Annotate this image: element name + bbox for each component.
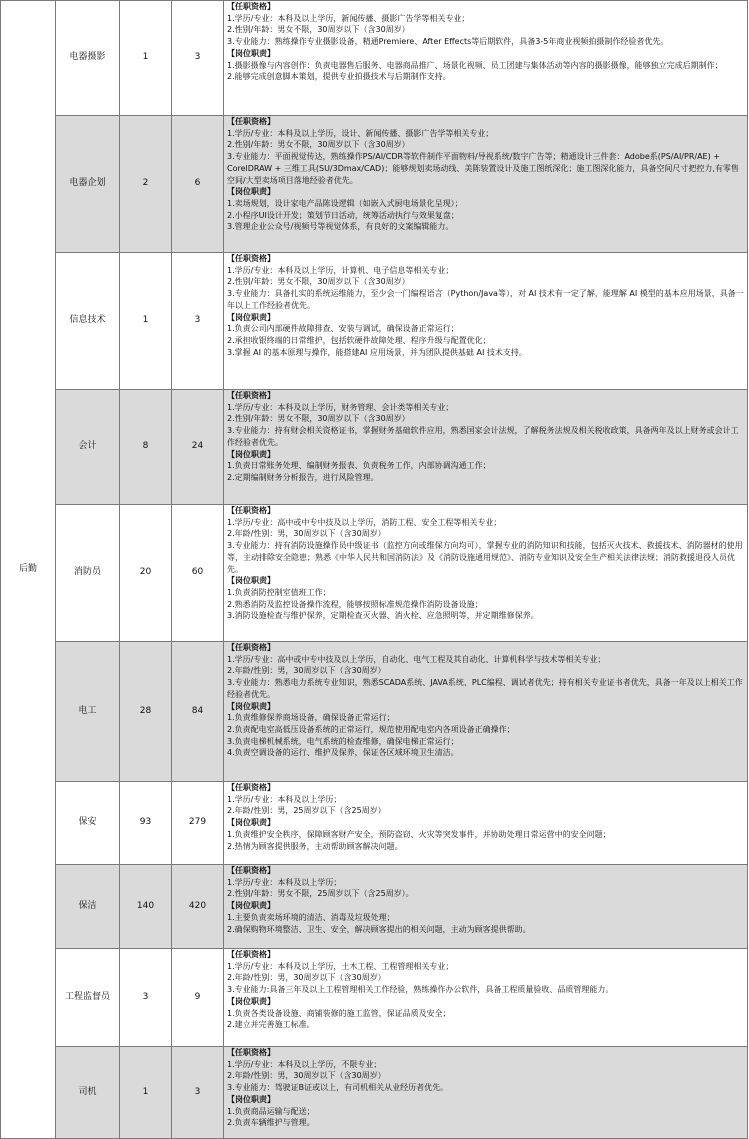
qualification-line: 2.年龄/性别：男，30周岁以下（含30周岁） (227, 1071, 386, 1081)
qualification-line: 1.学历/专业：本科及以上学历，土木工程、工程管理相关专业； (227, 961, 454, 971)
qualification-line: 3.专业能力：驾驶证B证或以上，有司机相关从业经历者优先。 (227, 1083, 449, 1093)
qualification-line: 3.专业能力：持有消防设施操作员中级证书（监控方向或维保方向均可），掌握专业的消防知识和技能，包括灭火技术、救援技术、消防器材的使用等，主动排除安全隐患；熟悉《中华人民共和国消防法》及《消防设施通用规范》、消防专业知识及安全生产相关法律法规；消防救援退役人员优先。 (227, 541, 743, 574)
duty-line: 4.负责空调设备的运行、维护及保养，保证各区域环境卫生清洁。 (227, 748, 459, 758)
duty-line: 1.卖场规划，设计家电产品陈设逻辑（如嵌入式厨电场景化呈现）； (227, 198, 463, 208)
qualification-line: 2.性别/年龄：男女不限，30周岁以下（含30周岁） (227, 140, 410, 150)
duty-line: 3.负责电梯机械系统，电气系统的检查维修，确保电梯正常运行； (227, 736, 459, 746)
count-b-cell: 420 (172, 865, 224, 949)
qualification-line: 2.性别/年龄：男女不限，30周岁以下（含30周岁） (227, 25, 410, 35)
qualification-line: 3.专业能力:具备三年及以上工程管理相关工作经验，熟练操作办公软件，具备工程质量验收、品质管理能力。 (227, 985, 614, 995)
duty-line: 1.负责各类设备设施、商铺装修的施工监管，保证品质及安全； (227, 1008, 451, 1018)
duty-header: 【岗位职责】 (227, 901, 275, 911)
qualification-header: 【任职资格】 (227, 950, 275, 959)
qualification-line: 1.学历/专业：本科及以上学历，新闻传播、摄影广告学等相关专业； (227, 13, 470, 23)
duty-line: 1.负责维护安全秩序，保障顾客财产安全，预防盗窃、火灾等突发事件，并协助处理日常运营中的安全问题； (227, 829, 611, 839)
qualification-line: 3.专业能力：平面视觉传达，熟练操作PS/AI/CDR等软件制作平面物料/导视系统/数字广告等；精通设计三件套：Adobe系(PS/AI/PR/AE) + CorelDRAW + 三维工具(SU/3Dmax/CAD)；能够规划卖场动线、美陈装置设计及施工图纸深化；施工图深化能力，具备空间尺寸把控力,有零售空间/大型卖场项目落地经验者优先。 (227, 152, 739, 185)
position-cell: 电工 (56, 642, 120, 782)
qualification-line: 1.学历/专业：本科及以上学历，设计、新闻传播、摄影广告学等相关专业； (227, 128, 494, 138)
duty-line: 2.能够完成创意脚本策划，提供专业拍摄技术与后期制作支持。 (227, 72, 451, 82)
count-b-cell: 84 (172, 642, 224, 782)
count-b-cell: 24 (172, 390, 224, 505)
qualification-line: 1.学历/专业：本科及以上学历； (227, 794, 342, 804)
count-a-cell: 1 (120, 1, 172, 116)
duty-line: 2.热情为顾客提供服务，主动帮助顾客解决问题。 (227, 841, 403, 851)
qualification-header: 【任职资格】 (227, 391, 275, 400)
qualification-line: 2.年龄/性别：男，30周岁以下（含30周岁） (227, 529, 386, 539)
requirements-cell (224, 253, 748, 390)
qualification-header: 【任职资格】 (227, 506, 275, 515)
count-a-cell: 28 (120, 642, 172, 782)
count-b-cell: 3 (172, 253, 224, 390)
duty-header: 【岗位职责】 (227, 1094, 275, 1104)
qualification-line: 3.专业能力：熟悉电力系统专业知识，熟悉SCADA系统、JAVA系统、PLC编程、调试者优先；持有相关专业证书者优先，具备一年及以上相关工作经验者优先。 (227, 678, 743, 699)
count-a-cell: 93 (120, 782, 172, 865)
table-row (1, 865, 748, 949)
count-a-cell: 20 (120, 505, 172, 642)
qualification-line: 3.专业能力：熟练操作专业摄影设备，精通Premiere、After Effects等后期软件，具备3-5年商业视频拍摄制作经验者优先。 (227, 37, 669, 47)
qualification-line: 3.专业能力：具备扎实的系统运维能力，至少会一门编程语言（Python/Java等），对 AI 技术有一定了解，能理解 AI 模型的基本应用场景，具备一年以上工作经验者优先。 (227, 289, 744, 310)
duty-line: 2.建立并完善施工标准。 (227, 1020, 315, 1030)
requirements-cell (224, 505, 748, 642)
qualification-line: 2.性别/年龄：男女不限，30周岁以下（含30周岁） (227, 414, 410, 424)
count-b-cell: 3 (172, 1, 224, 116)
requirements-cell (224, 642, 748, 782)
position-cell: 保洁 (56, 865, 120, 949)
table-row (1, 253, 748, 390)
duty-line: 3.管理企业公众号/视频号等视觉体系，有良好的文案编辑能力。 (227, 222, 454, 232)
table-row (1, 782, 748, 865)
duty-header: 【岗位职责】 (227, 996, 275, 1006)
duty-header: 【岗位职责】 (227, 187, 275, 197)
duty-line: 1.负责商品运输与配送； (227, 1106, 315, 1116)
requirements-cell (224, 1, 748, 116)
position-cell: 保安 (56, 782, 120, 865)
requirements-cell (224, 865, 748, 949)
count-b-cell: 9 (172, 949, 224, 1047)
requirements-cell (224, 1047, 748, 1139)
position-cell: 电器企划 (56, 116, 120, 253)
duty-line: 2.熟悉消防及监控设备操作流程，能够按照标准规范操作消防设备设施； (227, 599, 483, 609)
table-row (1, 116, 748, 253)
count-a-cell: 1 (120, 1047, 172, 1139)
count-a-cell: 2 (120, 116, 172, 253)
duty-line: 1.摄影摄像与内容创作：负责电器售后服务、电器商品推广、场景化视频、员工团建与集体活动等内容的摄影摄像，能够独立完成后期制作； (227, 60, 723, 70)
position-cell: 工程监督员 (56, 949, 120, 1047)
qualification-header: 【任职资格】 (227, 643, 275, 652)
qualification-header: 【任职资格】 (227, 866, 275, 875)
qualification-line: 3.专业能力：持有财会相关资格证书，掌握财务基础软件应用，熟悉国家会计法规，了解税务法规及相关税收政策，具备两年及以上财务或会计工作经验者优先。 (227, 426, 739, 447)
qualification-header: 【任职资格】 (227, 1048, 275, 1057)
duty-line: 1.负责维修保养商场设备，确保设备正常运行； (227, 713, 395, 723)
duty-line: 2.负责配电室高低压设备系统的正常运行，规范使用配电室内各项设备正确操作； (227, 724, 515, 734)
qualification-line: 1.学历/专业：本科及以上学历，财务管理、会计类等相关专业； (227, 402, 454, 412)
duty-line: 3.掌握 AI 的基本原理与操作，能搭建AI 应用场景，并为团队提供基础 AI 技术支持。 (227, 347, 527, 357)
duty-line: 3.消防设施检查与维护保养，定期检查灭火器、消火栓、应急照明等，并定期维修保养。 (227, 611, 539, 621)
qualification-line: 1.学历/专业：本科及以上学历，计算机、电子信息等相关专业； (227, 265, 454, 275)
count-a-cell: 140 (120, 865, 172, 949)
count-a-cell: 3 (120, 949, 172, 1047)
duty-header: 【岗位职责】 (227, 818, 275, 828)
qualification-line: 2.性别/年龄：男女不限，25周岁以下（含25周岁）。 (227, 889, 414, 899)
requirements-cell (224, 390, 748, 505)
qualification-line: 2.年龄/性别：男，30周岁以下（含30周岁） (227, 666, 386, 676)
duty-header: 【岗位职责】 (227, 312, 275, 322)
count-b-cell: 60 (172, 505, 224, 642)
table-row (1, 1, 748, 116)
count-b-cell: 6 (172, 116, 224, 253)
count-b-cell: 279 (172, 782, 224, 865)
duty-header: 【岗位职责】 (227, 576, 275, 586)
table-row (1, 1047, 748, 1139)
duty-line: 1.主要负责卖场环境的清洁、消毒及垃圾处理； (227, 912, 395, 922)
duty-line: 2.确保购物环境整洁、卫生、安全，解决顾客提出的相关问题，主动为顾客提供帮助。 (227, 924, 531, 934)
duty-line: 2.负责车辆维护与管理。 (227, 1118, 315, 1128)
duty-line: 2.承担收银终端的日常维护，包括软硬件故障处理、程序升级与配置优化； (227, 335, 491, 345)
count-b-cell: 3 (172, 1047, 224, 1139)
qualification-line: 2.年龄/性别：男，30周岁以下（含30周岁） (227, 973, 386, 983)
duty-line: 1.负责消防控制室值班工作； (227, 587, 331, 597)
requirements-cell (224, 782, 748, 865)
qualification-header: 【任职资格】 (227, 117, 275, 126)
table-row (1, 505, 748, 642)
qualification-line: 1.学历/专业：本科及以上学历； (227, 877, 342, 887)
department-cell: 后勤 (1, 1, 56, 1139)
qualification-header: 【任职资格】 (227, 783, 275, 792)
qualification-line: 2.性别/年龄：男女不限，30周岁以下（含30周岁） (227, 277, 410, 287)
duty-line: 2.定期编制财务分析报告，进行风险管理。 (227, 472, 379, 482)
table-row (1, 642, 748, 782)
position-cell: 电器摄影 (56, 1, 120, 116)
table-row (1, 949, 748, 1047)
position-cell: 会计 (56, 390, 120, 505)
duty-line: 1.负责公司内部硬件故障排查、安装与调试，确保设备正常运行； (227, 324, 459, 334)
position-cell: 消防员 (56, 505, 120, 642)
requirements-cell (224, 116, 748, 253)
duty-header: 【岗位职责】 (227, 701, 275, 711)
requirements-cell (224, 949, 748, 1047)
qualification-header: 【任职资格】 (227, 254, 275, 263)
qualification-header: 【任职资格】 (227, 2, 275, 11)
duty-header: 【岗位职责】 (227, 449, 275, 459)
qualification-line: 1.学历/专业：高中或中专中技及以上学历，消防工程、安全工程等相关专业； (227, 517, 502, 527)
duty-line: 1.负责日常账务处理、编制财务报表、负责税务工作，内部协调沟通工作； (227, 461, 491, 471)
qualification-line: 1.学历/专业：本科及以上学历，不限专业； (227, 1059, 382, 1069)
count-a-cell: 8 (120, 390, 172, 505)
qualification-line: 2.年龄/性别：男，25周岁以下（含25周岁） (227, 806, 386, 816)
count-a-cell: 1 (120, 253, 172, 390)
position-cell: 信息技术 (56, 253, 120, 390)
qualification-line: 1.学历/专业：高中或中专中技及以上学历，自动化、电气工程及其自动化、计算机科学与技术等相关专业； (227, 654, 606, 664)
duty-header: 【岗位职责】 (227, 48, 275, 58)
duty-line: 2.小程序UI设计开发；策划节日活动，统筹活动执行与效果复盘； (227, 210, 459, 220)
position-cell: 司机 (56, 1047, 120, 1139)
table-row (1, 390, 748, 505)
